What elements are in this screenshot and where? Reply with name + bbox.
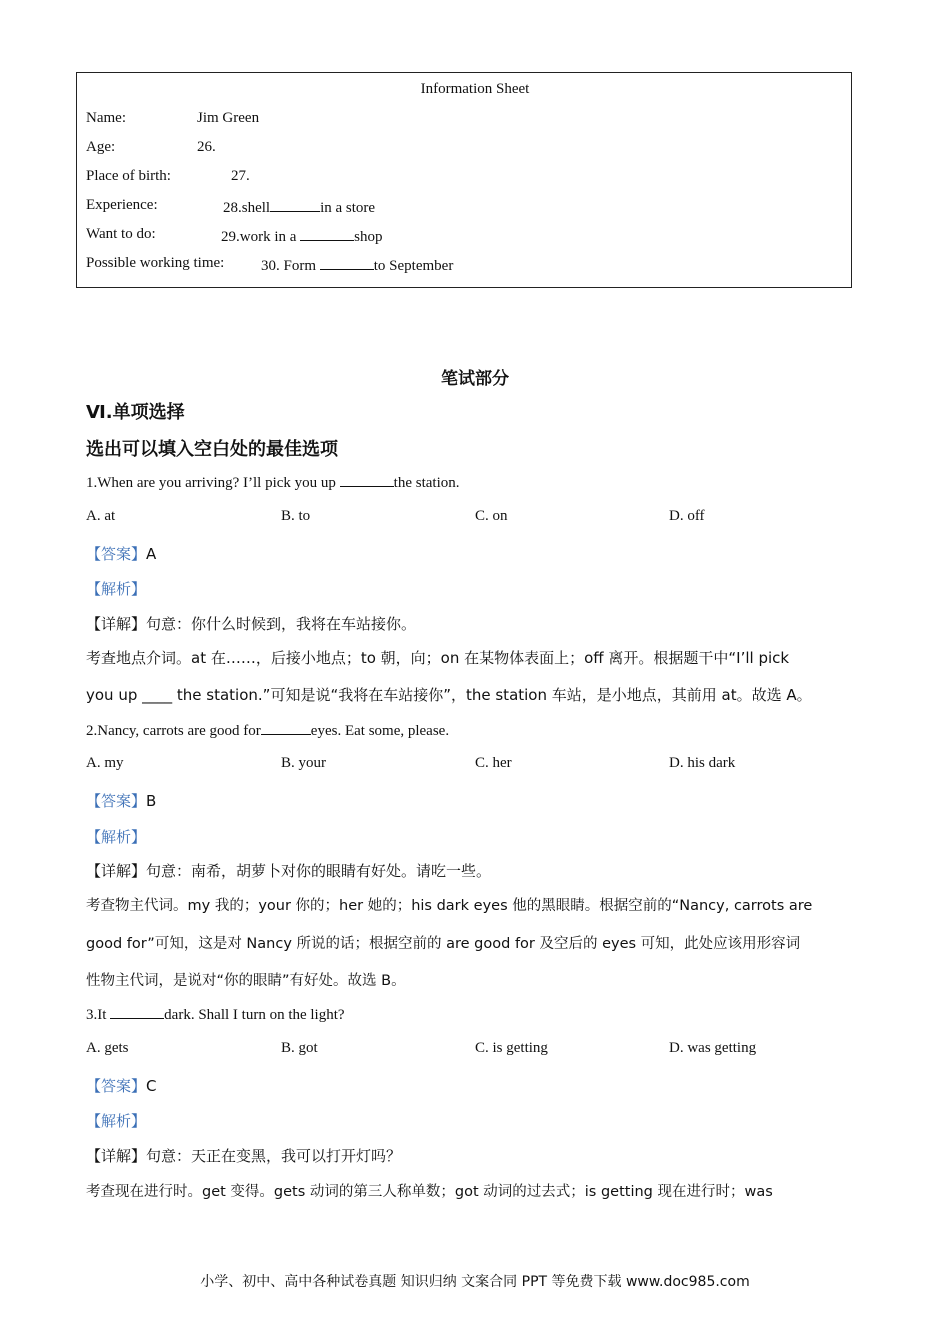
q3-option-c: C. is getting: [475, 1040, 548, 1056]
q2-answer: 【答案】B: [86, 792, 157, 810]
part-heading: Ⅵ.单项选择: [86, 402, 185, 423]
info-value-name: Jim Green: [197, 110, 260, 126]
info-label-name: Name:: [86, 110, 126, 126]
q3-answer: 【答案】C: [86, 1077, 157, 1095]
info-label-time: Possible working time:: [86, 255, 225, 271]
q2-explain-line-3: 性物主代词，是说对“你的眼睛”有好处。故选 B。: [86, 973, 406, 989]
blank-line: [270, 197, 320, 212]
info-value-time: 30. Form to September: [261, 255, 453, 275]
info-label-age: Age:: [86, 139, 116, 155]
blank-line: [300, 226, 354, 241]
page-footer: 小学、初中、高中各种试卷真题 知识归纳 文案合同 PPT 等免费下载 www.doc985.com: [200, 1274, 750, 1290]
q2-option-c: C. her: [475, 755, 512, 771]
section-title: 笔试部分: [441, 369, 509, 389]
q2-option-d: D. his dark: [669, 755, 736, 771]
instruction: 选出可以填入空白处的最佳选项: [86, 439, 338, 460]
info-label-place: Place of birth:: [86, 168, 171, 184]
q2-explain-line-1: 考查物主代词。my 我的；your 你的；her 她的；his dark eyes 他的黑眼睛。根据空前的“Nancy, carrots are: [86, 898, 813, 914]
q1-explain-line-1: 考查地点介词。at 在……，后接小地点；to 朝，向；on 在某物体表面上；off 离开。根据题干中“I’ll pick: [86, 649, 790, 667]
info-label-experience: Experience:: [86, 197, 158, 213]
q2-option-b: B. your: [281, 755, 326, 771]
info-label-want: Want to do:: [86, 226, 156, 242]
q1-analysis-tag: 【解析】: [86, 580, 147, 598]
q2-option-a: A. my: [86, 755, 124, 771]
info-value-age: 26.: [197, 139, 216, 155]
q1-option-c: C. on: [475, 508, 508, 524]
q2-detail: 【详解】句意：南希，胡萝卜对你的眼睛有好处。请吃一些。: [86, 862, 492, 880]
question-3-stem: 3.It dark. Shall I turn on the light?: [86, 1004, 345, 1024]
info-value-place: 27.: [231, 168, 250, 184]
blank-line: [261, 720, 311, 735]
q3-option-b: B. got: [281, 1040, 318, 1056]
q1-detail: 【详解】句意：你什么时候到，我将在车站接你。: [86, 615, 417, 633]
q1-option-b: B. to: [281, 508, 311, 524]
blank-line: [340, 472, 394, 487]
q3-option-a: A. gets: [86, 1040, 129, 1056]
q1-option-d: D. off: [669, 508, 705, 524]
q3-analysis-tag: 【解析】: [86, 1112, 147, 1130]
blank-line: [110, 1004, 164, 1019]
q3-option-d: D. was getting: [669, 1040, 757, 1056]
q3-detail: 【详解】句意：天正在变黑，我可以打开灯吗？: [86, 1147, 402, 1165]
q1-answer: 【答案】A: [86, 545, 157, 563]
info-sheet-title: Information Sheet: [420, 81, 530, 97]
q1-option-a: A. at: [86, 508, 116, 524]
info-value-experience: 28.shell in a store: [223, 197, 375, 217]
question-1-stem: 1.When are you arriving? I’ll pick you up the station.: [86, 472, 460, 492]
q3-explain-line-1: 考查现在进行时。get 变得。gets 动词的第三人称单数；got 动词的过去式；is getting 现在进行时；was: [86, 1184, 773, 1200]
q2-explain-line-2: good for”可知，这是对 Nancy 所说的话；根据空前的 are good for 及空后的 eyes 可知，此处应该用形容词: [86, 936, 801, 952]
q2-analysis-tag: 【解析】: [86, 828, 147, 846]
blank-line: [320, 255, 374, 270]
q1-explain-line-2: you up ____ the station.”可知是说“我将在车站接你”，the station 车站，是小地点，其前用 at。故选 A。: [86, 686, 812, 704]
question-2-stem: 2.Nancy, carrots are good for eyes. Eat some, please.: [86, 720, 449, 740]
info-value-want: 29.work in a shop: [221, 226, 383, 246]
